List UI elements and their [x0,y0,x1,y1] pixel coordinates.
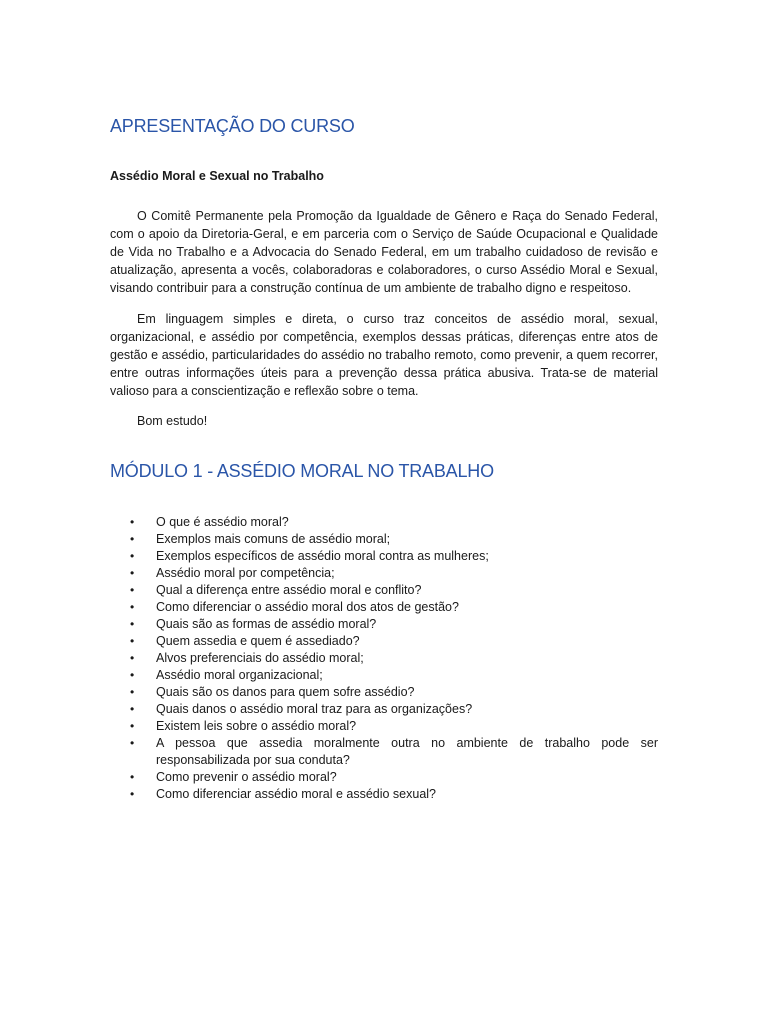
list-item [110,684,658,701]
list-item [110,616,658,633]
list-item [110,667,658,684]
bullet-icon: • [130,532,135,546]
list-item-text: Assédio moral por competência; [156,566,335,580]
list-item-text: Exemplos específicos de assédio moral contra as mulheres; [156,549,489,563]
bullet-icon: • [130,566,135,580]
bullet-icon: • [130,770,135,784]
list-item [110,718,658,735]
list-item-text: Alvos preferenciais do assédio moral; [156,651,364,665]
intro-paragraph: O Comitê Permanente pela Promoção da Igualdade de Gênero e Raça do Senado Federal, com o apoio da Diretoria-Geral, e em parceria com o Serviço de Saúde Ocupacional e Qualidade de Vida no Trabalho e a Advocacia do Senado Federal, em um trabalho cuidadoso de revisão e atualização, apresenta a vocês, colaboradoras e colaboradores, o curso Assédio Moral e Sexual, visando contribuir para a construção contínua de um ambiente de trabalho digno e respeitoso. [110,209,658,295]
list-item [110,565,658,582]
list-item-text: Assédio moral organizacional; [156,668,323,682]
list-item [110,701,658,718]
list-item [110,735,658,769]
list-item-text: Como diferenciar o assédio moral dos atos de gestão? [156,600,459,614]
list-item [110,786,658,803]
list-item [110,514,658,531]
bullet-icon: • [130,702,135,716]
list-item [110,650,658,667]
list-item-text: Quais são os danos para quem sofre assédio? [156,685,415,699]
list-item-text: Como prevenir o assédio moral? [156,770,337,784]
bullet-icon: • [130,549,135,563]
list-item [110,548,658,565]
course-presentation-heading: APRESENTAÇÃO DO CURSO [110,116,355,136]
course-subtitle: Assédio Moral e Sexual no Trabalho [110,169,324,183]
bullet-icon: • [130,787,135,801]
list-item-text: Quais são as formas de assédio moral? [156,617,377,631]
bullet-icon: • [130,736,135,750]
content-paragraph: Em linguagem simples e direta, o curso traz conceitos de assédio moral, sexual, organizacional, e assédio por competência, exemplos dessas práticas, diferenças entre atos de gestão e assédio, particularidades do assédio no trabalho remoto, como prevenir, a quem recorrer, entre outras informações úteis para a prevenção dessa prática abusiva. Trata-se de material valioso para a conscientização e reflexão sobre o tema. [110,312,658,398]
list-item-text: Exemplos mais comuns de assédio moral; [156,532,391,546]
list-item-text: Qual a diferença entre assédio moral e conflito? [156,583,422,597]
bullet-icon: • [130,515,135,529]
bullet-icon: • [130,600,135,614]
list-item-text: Quem assedia e quem é assediado? [156,634,360,648]
list-item-text: Como diferenciar assédio moral e assédio sexual? [156,787,437,801]
module-1-heading: MÓDULO 1 - ASSÉDIO MORAL NO TRABALHO [110,461,494,481]
list-item [110,531,658,548]
list-item [110,599,658,616]
bullet-icon: • [130,651,135,665]
list-item [110,769,658,786]
bullet-icon: • [130,583,135,597]
list-item-text: Existem leis sobre o assédio moral? [156,719,357,733]
bullet-icon: • [130,719,135,733]
closing-text: Bom estudo! [137,414,208,428]
bullet-icon: • [130,634,135,648]
list-item [110,582,658,599]
list-item [110,633,658,650]
module-1-topic-list [110,514,658,803]
bullet-icon: • [130,617,135,631]
bullet-icon: • [130,668,135,682]
bullet-icon: • [130,685,135,699]
list-item-text: A pessoa que assedia moralmente outra no ambiente de trabalho pode ser responsabilizada por sua conduta? [156,736,658,767]
list-item-text: O que é assédio moral? [156,515,289,529]
list-item-text: Quais danos o assédio moral traz para as organizações? [156,702,473,716]
